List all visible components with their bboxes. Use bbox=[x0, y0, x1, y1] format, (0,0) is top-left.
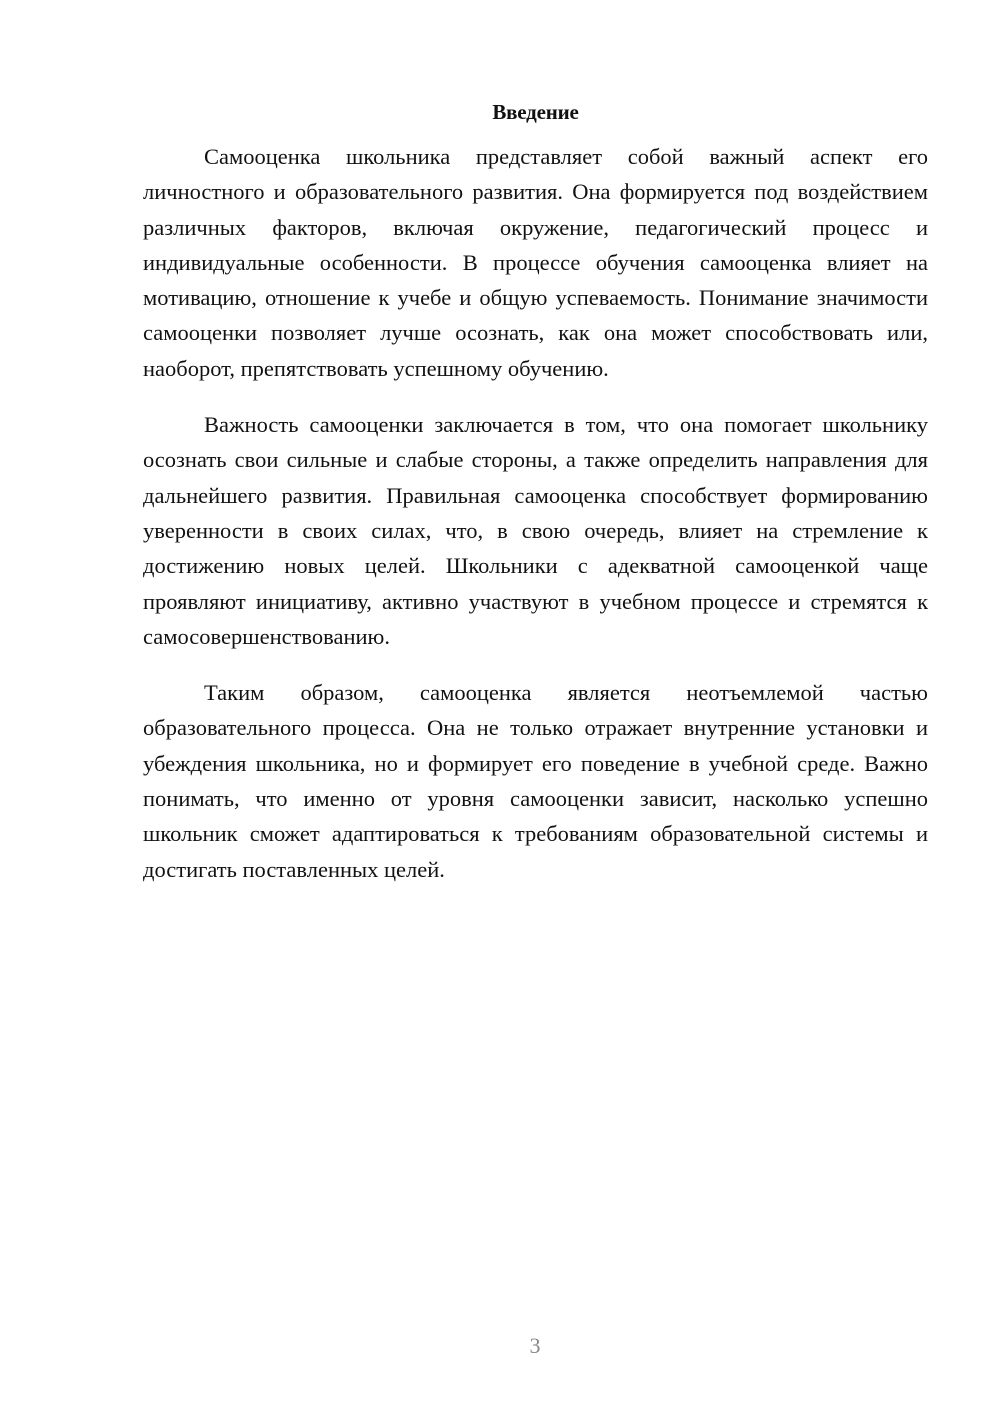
page-number: 3 bbox=[529, 1333, 541, 1358]
page-content bbox=[143, 96, 928, 887]
paragraph-3: Таким образом, самооценка является неотъемлемой частью образовательного процесса. Она не только отражает внутренние установки и убеждения школьника, но и формирует его поведение в учебной среде. Важно понимать, что именно от уровня самооценки зависит, насколько успешно школьник сможет адаптироваться к требованиям образовательной системы и достигать поставленных целей. bbox=[143, 680, 928, 882]
paragraph-2: Важность самооценки заключается в том, что она помогает школьнику осознать свои сильные и слабые стороны, а также определить направления для дальнейшего развития. Правильная самооценка способствует формированию уверенности в своих силах, что, в свою очередь, влияет на стремление к достижению новых целей. Школьники с адекватной самооценкой чаще проявляют инициативу, активно участвуют в учебном процессе и стремятся к самосовершенствованию. bbox=[143, 412, 928, 649]
section-title: Введение bbox=[492, 100, 579, 124]
paragraph-1: Самооценка школьника представляет собой важный аспект его личностного и образовательного развития. Она формируется под воздействием различных факторов, включая окружение, педагогический процесс и индивидуальные особенности. В процессе обучения самооценка влияет на мотивацию, отношение к учебе и общую успеваемость. Понимание значимости самооценки позволяет лучше осознать, как она может способствовать или, наоборот, препятствовать успешному обучению. bbox=[143, 144, 928, 381]
